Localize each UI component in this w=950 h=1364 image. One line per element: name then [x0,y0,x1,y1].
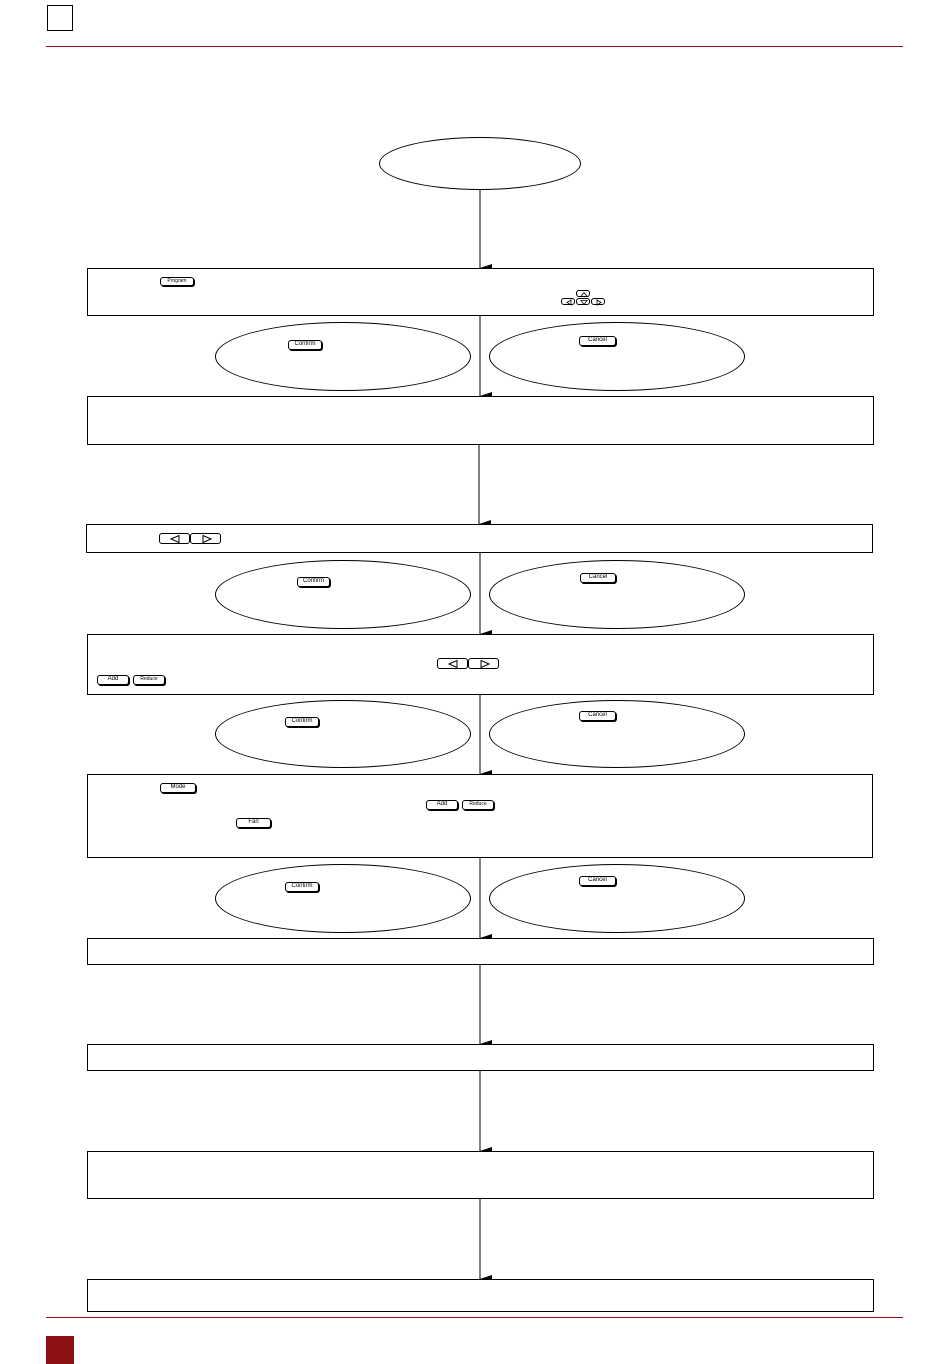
confirm-decision-oval [215,864,471,933]
cancel-decision-oval [489,864,745,933]
confirm-decision-oval [215,700,471,768]
left-arrow-icon [562,299,576,306]
right-arrow-icon [191,534,222,545]
left-arrow-icon [160,534,191,545]
confirm-decision-oval [215,322,471,391]
down-arrow-key[interactable] [576,298,590,305]
step-box-2 [87,396,874,445]
confirm-button[interactable]: Confirm [288,340,322,350]
fan-button[interactable]: Fan [236,818,271,828]
cancel-decision-oval [489,700,745,768]
add-button[interactable]: Add [97,675,129,685]
step-box-9 [87,1279,874,1312]
left-arrow-key[interactable] [159,533,190,544]
cancel-button[interactable]: Cancel [580,573,616,583]
program-button[interactable]: Program [160,277,194,286]
left-arrow-key[interactable] [561,298,575,305]
step-box-5 [87,774,873,858]
start-oval [379,137,581,190]
reduce-button[interactable]: Reduce [462,800,494,810]
confirm-button[interactable]: Confirm [297,577,330,587]
right-arrow-key[interactable] [468,658,499,669]
step-box-7 [87,1044,874,1071]
left-arrow-key[interactable] [437,658,468,669]
right-arrow-icon [592,299,606,306]
right-arrow-key[interactable] [190,533,221,544]
add-button[interactable]: Add [426,800,458,810]
right-arrow-icon [469,659,500,670]
step-box-8 [87,1151,874,1199]
step-box-6 [87,938,874,965]
confirm-decision-oval [215,560,471,629]
cancel-button[interactable]: Cancel [579,711,616,721]
right-arrow-key[interactable] [591,298,605,305]
step-box-1 [87,268,874,316]
cancel-decision-oval [489,322,745,391]
cancel-button[interactable]: Cancel [579,876,616,886]
confirm-button[interactable]: Confirm [285,717,319,727]
left-arrow-icon [438,659,469,670]
up-arrow-key[interactable] [576,290,590,297]
up-arrow-icon [577,291,591,298]
confirm-button[interactable]: Confirm [285,882,319,892]
cancel-button[interactable]: Cancel [579,336,616,346]
cancel-decision-oval [489,560,745,629]
down-arrow-icon [577,299,591,306]
reduce-button[interactable]: Reduce [133,675,165,685]
mode-button[interactable]: Mode [160,783,196,793]
